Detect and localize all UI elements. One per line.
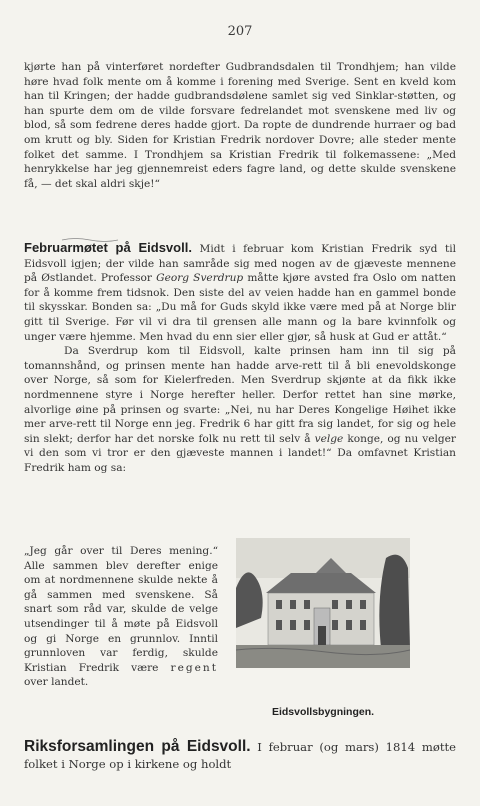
image-caption: Eidsvollsbygningen. [271,706,375,718]
paragraph-4 [24,738,456,773]
paragraph-3-text-b: konge, og nu velger vi den som vi tror er den gjæveste mannen i landet!“ Da omfavnet Kristian Fredrik ham og sa: [24,432,456,474]
paragraph-3-text-a: Da Sverdrup kom til Eidsvoll, kalte prinsen ham inn til sig på tomannshånd, og prinsen mente han hadde arve-rett til å bli enevoldskonge over Norge, så som for Kielerfreden. Men Sverdrup skjønte at da fikk ikke nordmennene styre i Norge herefter heller. Derfor rettet han sine mørke, alvorlige øine på prinsen og svarte: „Nei, nu har Deres Kongelige Høihet ikke mer arve-rett til Norge enn jeg. Fredrik 6 har gitt fra sig landet, for sig og hele sin slekt; derfor har det norske folk nu rett til selv å [24,345,456,445]
left-column-text-b: over landet. [24,676,89,689]
page-number: 207 [227,24,253,39]
section-heading-februarmotet: Februarmøtet på Eidsvoll. [24,240,192,255]
paragraph-2-text-a: Midt i februar kom Kristian Fredrik syd til Eidsvoll igjen; der vilde han samråde sig med nogen av de gjæveste mennene på Østlandet. Professor [24,243,456,285]
left-column-text-a: „Jeg går over til Deres mening.“ Alle sammen blev derefter enige om at nordmennene skulde nekte å gå sammen med svenskene. Så snart som råd var, skulde de velge utsendinger til å møte på Eidsvoll og gi Norge en grunnlov. Inntil grunnloven var ferdig, skulde Kristian Fredrik være [24,545,218,674]
eidsvoll-building-image [236,538,410,668]
spaced-word: regent [170,661,218,674]
paragraph-1 [24,60,456,191]
paragraph-1-text: kjørte han på vinterføret nordefter Gudbrandsdalen til Trondhjem; han vilde høre hvad folk mente om å komme i forening med Sverige. Sent en kveld kom han til Kringen; der hadde gudbrandsdølene samlet sig ved Sinklar-støtten, og han spurte dem om de vilde forsvare fedrelandet mot svenskene med liv og blod, så som fedrene deres hadde gjort. Da ropte de dundrende hurraer og bad om krutt og bly. Siden for Kristian Fredrik nordover Dovre; alle steder mente folket det samme. I Trondhjem sa Kristian Fredrik til folkemassene: „Med henrykkelse har jeg gjennemreist eders fagre land, og dette skulde svenskene få, — det skal aldri skje!“ [24,61,456,190]
paragraph-2 [24,241,456,476]
section-heading-riksforsamlingen: Riksforsamlingen på Eidsvoll. [24,738,251,755]
emphasis-word: velge [314,432,344,445]
person-name: Georg Sverdrup [156,272,244,285]
paragraph-4-text: I februar (og mars) 1814 møtte folket i Norge op i kirkene og holdt [24,740,456,771]
left-column-text [24,544,218,690]
paragraph-2-text-b: måtte kjøre avsted fra Oslo om natten for å komme frem tidsnok. Den siste del av veien hadde han en gammel bonde til skysskar. Bonden sa: „Du må for Guds skyld ikke være med på at Norge blir gitt til Sverige. Før vil vi dra til grensen alle mann og la bare kvinnfolk og unger være hjemme. Men hvad du enn sier eller gjør, så husk at Gud er attåt.“ [24,272,456,343]
paragraph-3 [24,344,456,475]
